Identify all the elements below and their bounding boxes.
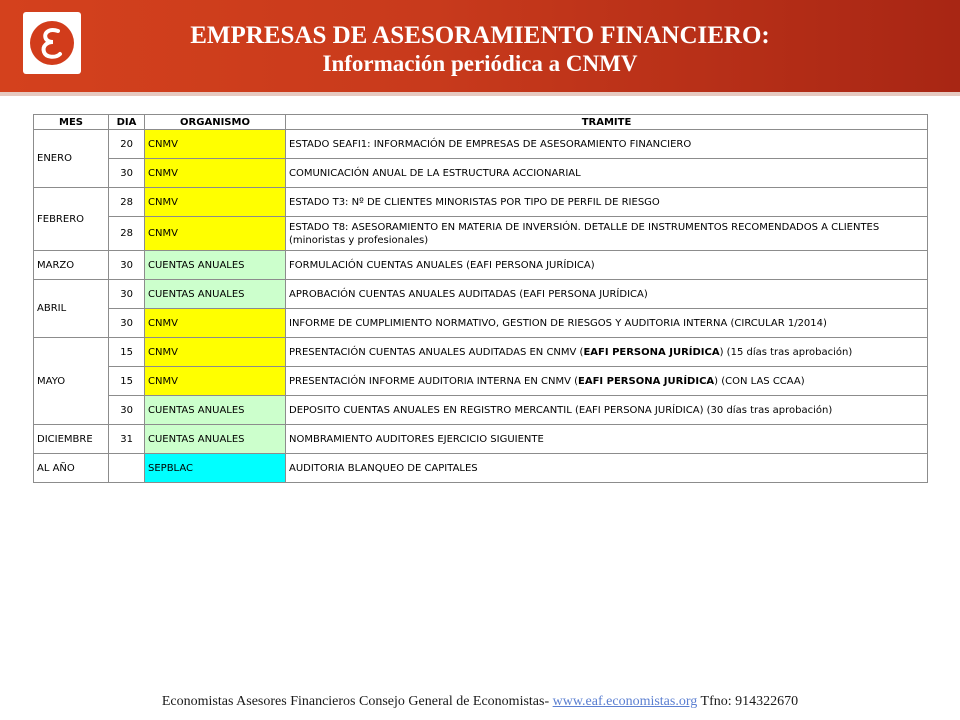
tramite-cell: NOMBRAMIENTO AUDITORES EJERCICIO SIGUIENTE (286, 425, 928, 454)
col-header-dia: DIA (109, 115, 145, 130)
tramite-cell: DEPOSITO CUENTAS ANUALES EN REGISTRO MERCANTIL (EAFI PERSONA JURÍDICA) (30 días tras aprobación) (286, 396, 928, 425)
table-row (34, 425, 928, 454)
dia-cell: 30 (109, 251, 145, 280)
organismo-cell: CUENTAS ANUALES (145, 251, 286, 280)
website-link[interactable]: www.eaf.economistas.org (552, 694, 698, 709)
dia-cell: 30 (109, 280, 145, 309)
dia-cell: 28 (109, 217, 145, 251)
dia-cell: 28 (109, 188, 145, 217)
table-row (34, 280, 928, 309)
tramite-cell: ESTADO T3: Nº DE CLIENTES MINORISTAS POR TIPO DE PERFIL DE RIESGO (286, 188, 928, 217)
dia-cell: 30 (109, 159, 145, 188)
dia-cell: 15 (109, 338, 145, 367)
organismo-cell: CNMV (145, 217, 286, 251)
dia-cell: 30 (109, 309, 145, 338)
organismo-cell: CNMV (145, 130, 286, 159)
col-header-organismo: ORGANISMO (145, 115, 286, 130)
organismo-cell: CNMV (145, 309, 286, 338)
table-row (34, 188, 928, 217)
table-row (34, 217, 928, 251)
mes-cell: DICIEMBRE (34, 425, 109, 454)
title-line-2: Información periódica a CNMV (322, 51, 638, 76)
footer-phone: Tfno: 914322670 (697, 694, 799, 709)
organismo-cell: CUENTAS ANUALES (145, 425, 286, 454)
table-header-row (34, 115, 928, 130)
table-row (34, 309, 928, 338)
organismo-cell: CUENTAS ANUALES (145, 280, 286, 309)
organismo-cell: CUENTAS ANUALES (145, 396, 286, 425)
tramite-cell (286, 338, 928, 367)
tramites-table (33, 114, 928, 483)
mes-cell: MARZO (34, 251, 109, 280)
tramite-cell: AUDITORIA BLANQUEO DE CAPITALES (286, 454, 928, 483)
tramite-cell: COMUNICACIÓN ANUAL DE LA ESTRUCTURA ACCIONARIAL (286, 159, 928, 188)
mes-cell: FEBRERO (34, 188, 109, 251)
table-row (34, 338, 928, 367)
table-row (34, 159, 928, 188)
tramite-cell (286, 367, 928, 396)
organismo-cell: CNMV (145, 338, 286, 367)
organismo-cell: CNMV (145, 367, 286, 396)
tramite-cell: ESTADO T8: ASESORAMIENTO EN MATERIA DE INVERSIÓN. DETALLE DE INSTRUMENTOS RECOMENDADOS A CLIENTES (minoristas y profesionales) (286, 217, 928, 251)
tramite-bold-text: EAFI PERSONA JURÍDICA (578, 375, 715, 387)
tramite-cell: ESTADO SEAFI1: INFORMACIÓN DE EMPRESAS DE ASESORAMIENTO FINANCIERO (286, 130, 928, 159)
dia-cell: 20 (109, 130, 145, 159)
mes-cell: MAYO (34, 338, 109, 425)
page-title (100, 22, 860, 78)
tramite-text: PRESENTACIÓN INFORME AUDITORIA INTERNA EN CNMV ( (289, 375, 579, 387)
tramite-bold-text: EAFI PERSONA JURÍDICA (583, 346, 720, 358)
col-header-mes: MES (34, 115, 109, 130)
col-header-tramite: TRAMITE (286, 115, 928, 130)
dia-cell: 15 (109, 367, 145, 396)
tramite-text: ) (CON LAS CCAA) (714, 375, 805, 387)
dia-cell (109, 454, 145, 483)
tramite-cell: INFORME DE CUMPLIMIENTO NORMATIVO, GESTION DE RIESGOS Y AUDITORIA INTERNA (CIRCULAR 1/2014) (286, 309, 928, 338)
mes-cell: ENERO (34, 130, 109, 188)
dia-cell: 30 (109, 396, 145, 425)
tramite-cell: APROBACIÓN CUENTAS ANUALES AUDITADAS (EAFI PERSONA JURÍDICA) (286, 280, 928, 309)
table-row (34, 130, 928, 159)
tramite-text: PRESENTACIÓN CUENTAS ANUALES AUDITADAS EN CNMV ( (289, 346, 584, 358)
header-divider (0, 92, 960, 96)
mes-cell: AL AÑO (34, 454, 109, 483)
footer (0, 694, 960, 710)
organismo-cell: CNMV (145, 188, 286, 217)
economistas-logo-icon (23, 12, 81, 74)
organismo-cell: CNMV (145, 159, 286, 188)
footer-text: Economistas Asesores Financieros Consejo General de Economistas- (161, 694, 553, 709)
tramite-cell: FORMULACIÓN CUENTAS ANUALES (EAFI PERSONA JURÍDICA) (286, 251, 928, 280)
table-row (34, 454, 928, 483)
organismo-cell: SEPBLAC (145, 454, 286, 483)
table-row (34, 367, 928, 396)
tramite-text: ) (15 días tras aprobación) (719, 346, 853, 358)
table-row (34, 251, 928, 280)
mes-cell: ABRIL (34, 280, 109, 338)
table-row (34, 396, 928, 425)
title-line-1: EMPRESAS DE ASESORAMIENTO FINANCIERO: (190, 22, 770, 49)
dia-cell: 31 (109, 425, 145, 454)
